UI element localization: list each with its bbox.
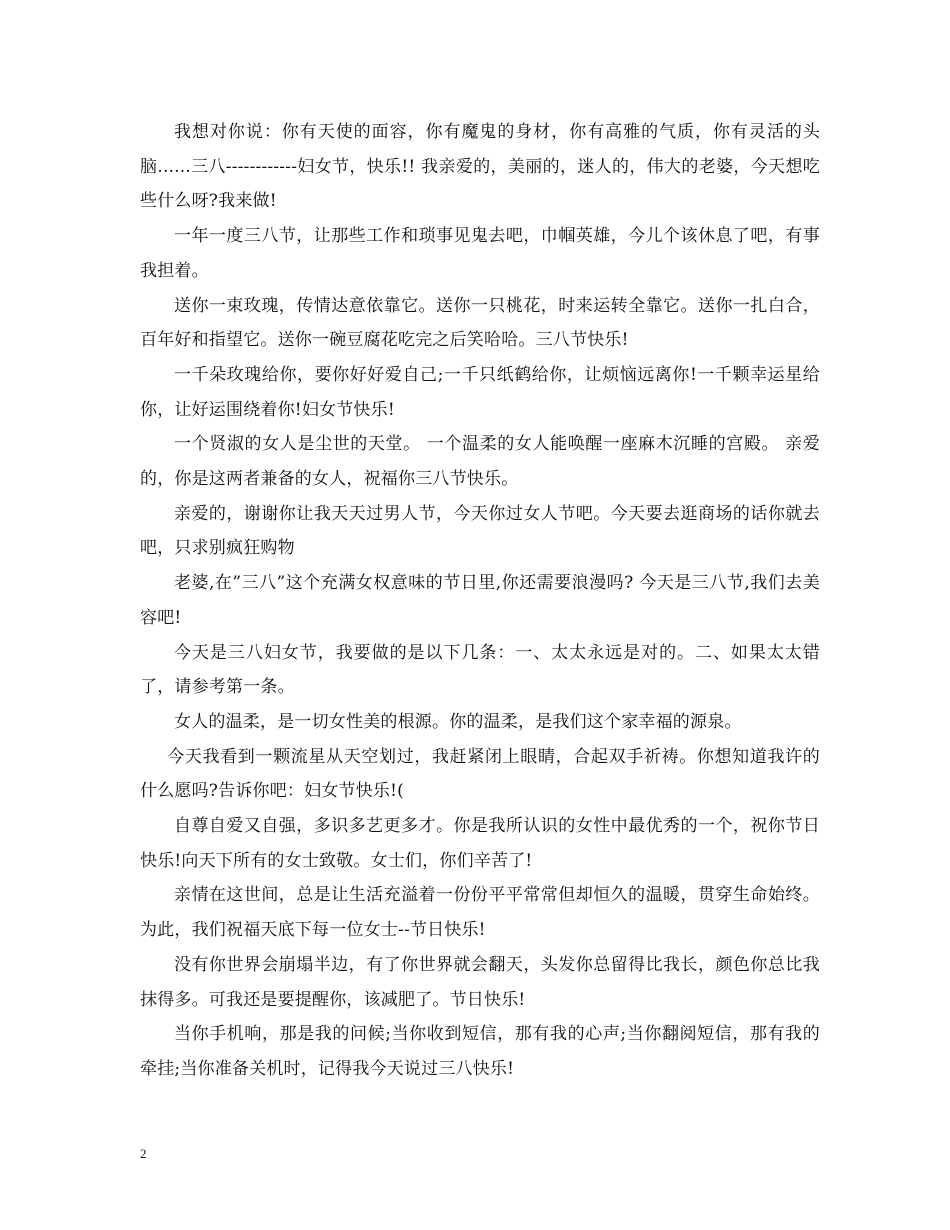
paragraph: 亲爱的，谢谢你让我天天过男人节，今天你过女人节吧。今天要去逛商场的话你就去吧，只求别疯狂购物 xyxy=(140,503,820,559)
paragraph: 送你一束玫瑰，传情达意依靠它。送你一只桃花，时来运转全靠它。送你一扎白合，百年好和指望它。送你一碗豆腐花吃完之后笑哈哈。三八节快乐! xyxy=(140,295,820,351)
paragraph: 今天是三八妇女节，我要做的是以下几条：一、太太永远是对的。二、如果太太错了，请参考第一条。 xyxy=(140,642,820,698)
paragraph: 我想对你说：你有天使的面容，你有魔鬼的身材，你有高雅的气质，你有灵活的头脑......三八------------妇女节，快乐!! 我亲爱的，美丽的，迷人的，伟大的老婆，今天想吃些什么呀?我来做! xyxy=(140,122,820,212)
page-number: 2 xyxy=(140,1146,147,1161)
paragraph: 女人的温柔，是一切女性美的根源。你的温柔，是我们这个家幸福的源泉。 xyxy=(174,711,742,732)
paragraph: 亲情在这世间，总是让生活充溢着一份份平平常常但却恒久的温暖，贯穿生命始终。为此，我们祝福天底下每一位女士--节日快乐! xyxy=(140,885,820,941)
paragraph: 今天我看到一颗流星从天空划过，我赶紧闭上眼睛，合起双手祈祷。你想知道我许的什么愿吗?告诉你吧：妇女节快乐!( xyxy=(140,746,820,802)
paragraph: 自尊自爱又自强，多识多艺更多才。你是我所认识的女性中最优秀的一个，祝你节日快乐!向天下所有的女士致敬。女士们，你们辛苦了! xyxy=(140,816,820,871)
paragraph: 一千朵玫瑰给你，要你好好爱自己;一千只纸鹤给你，让烦恼远离你!一千颗幸运星给你，让好运围绕着你!妇女节快乐! xyxy=(140,364,820,420)
paragraph: 一个贤淑的女人是尘世的天堂。 一个温柔的女人能唤醒一座麻木沉睡的宫殿。 亲爱的，你是这两者兼备的女人，祝福你三八节快乐。 xyxy=(140,434,820,490)
paragraph: 一年一度三八节，让那些工作和琐事见鬼去吧，巾帼英雄，今儿个该休息了吧，有事我担着。 xyxy=(140,226,820,281)
paragraph: 没有你世界会崩塌半边，有了你世界就会翻天，头发你总留得比我长，颜色你总比我抹得多。可我还是要提醒你，该减肥了。节日快乐! xyxy=(140,954,820,1010)
paragraph: 当你手机响，那是我的问候;当你收到短信，那有我的心声;当你翻阅短信，那有我的牵挂;当你准备关机时，记得我今天说过三八快乐! xyxy=(140,1024,820,1079)
paragraph: 老婆,在”三八”这个充满女权意味的节日里,你还需要浪漫吗? 今天是三八节,我们去美容吧! xyxy=(140,573,820,628)
document-body xyxy=(140,115,820,1087)
